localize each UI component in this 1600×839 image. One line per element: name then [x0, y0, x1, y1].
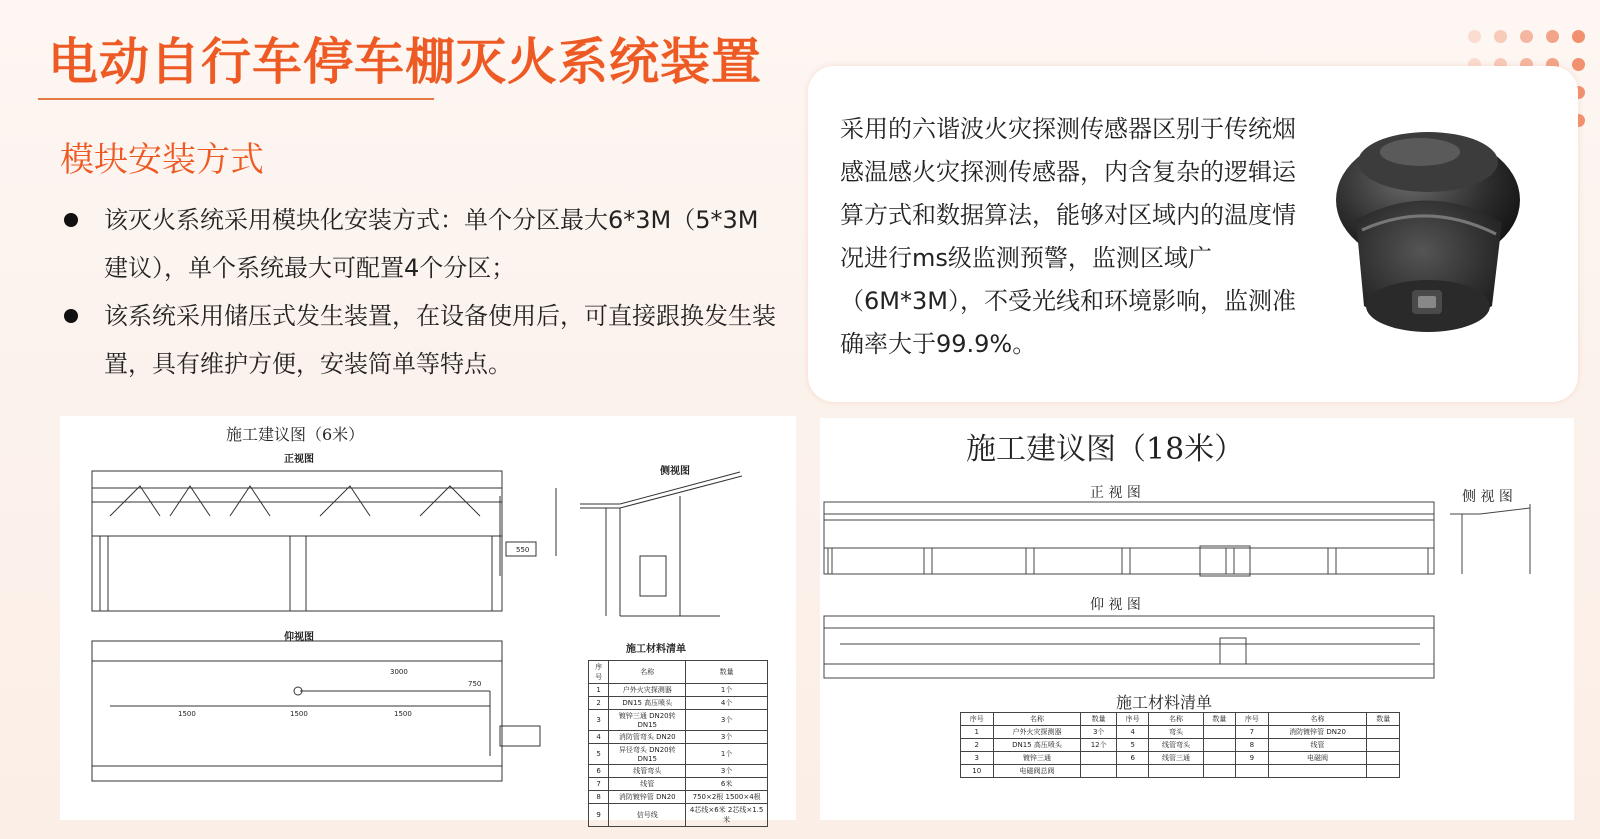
decorative-dot [1572, 30, 1585, 43]
table-cell: 户外火灾探测器 [609, 684, 686, 697]
table-cell [1203, 739, 1236, 752]
table-cell: 异径弯头 DN20转DN15 [609, 744, 686, 765]
section-subtitle: 模块安装方式 [60, 140, 264, 180]
table-cell: 1个 [686, 684, 768, 697]
table-cell [1367, 765, 1400, 778]
table-header-cell: 序号 [589, 661, 609, 684]
table-header-cell: 数量 [1367, 713, 1400, 726]
table-cell: 消防管弯头 DN20 [609, 731, 686, 744]
table-cell [1116, 765, 1149, 778]
table-cell: DN15 高压喷头 [993, 739, 1081, 752]
dim-label: 3000 [390, 668, 408, 676]
table-cell: 1 [961, 726, 994, 739]
table-cell: 5 [1116, 739, 1149, 752]
bullet-list [60, 196, 780, 388]
table-cell: 线管弯头 [1149, 739, 1203, 752]
table-cell: 线管 [1268, 739, 1367, 752]
table-cell: 10 [961, 765, 994, 778]
table-cell [1236, 765, 1269, 778]
sensor-description: 采用的六谐波火灾探测传感器区别于传统烟感温感火灾探测传感器，内含复杂的逻辑运算方式和数据算法，能够对区域内的温度情况进行ms级监测预警，监测区域广（6M*3M），不受光线和环境影响，监测准确率大于99.9%。 [840, 115, 1296, 358]
table-header-cell: 名称 [1268, 713, 1367, 726]
table-cell: 线管弯头 [609, 765, 686, 778]
table-cell: 消防镀锌管 DN20 [609, 791, 686, 804]
table-cell: 2 [961, 739, 994, 752]
table-cell: 电磁阀 [1268, 752, 1367, 765]
table-header-cell: 名称 [993, 713, 1081, 726]
drawing-title: 施工建议图（6米） [226, 425, 365, 444]
table-cell: 信号线 [609, 804, 686, 827]
table-cell: 电磁阀总阀 [993, 765, 1081, 778]
table-cell: 线管 [609, 778, 686, 791]
table-cell: 镀锌三通 DN20转DN15 [609, 710, 686, 731]
table-cell: 弯头 [1149, 726, 1203, 739]
table-row [961, 765, 1400, 778]
table-header-cell: 数量 [1081, 713, 1117, 726]
table-header-cell: 名称 [1149, 713, 1203, 726]
table-row [589, 791, 768, 804]
table-cell [1081, 752, 1117, 765]
table-cell: 镀锌三通 [993, 752, 1081, 765]
front-view-label: 正视图 [284, 454, 314, 465]
front-view-label: 正 视 图 [1090, 485, 1141, 501]
table-cell: 7 [589, 778, 609, 791]
table-cell: 6米 [686, 778, 768, 791]
materials-table-6m [588, 660, 768, 827]
table-cell: 4个 [686, 697, 768, 710]
construction-drawing-6m [60, 416, 796, 824]
table-cell: DN15 高压喷头 [609, 697, 686, 710]
table-cell: 5 [589, 744, 609, 765]
table-cell [1149, 765, 1203, 778]
table-cell: 2 [589, 697, 609, 710]
sensor-info-card [808, 66, 1578, 402]
table-cell: 8 [1236, 739, 1269, 752]
decorative-dot [1494, 30, 1507, 43]
decorative-dot [1572, 58, 1585, 71]
table-cell: 3个 [686, 731, 768, 744]
page-title: 电动自行车停车棚灭火系统装置 [48, 33, 762, 91]
decorative-dot [1520, 30, 1533, 43]
table-row [589, 765, 768, 778]
table-cell: 4芯线×6米 2芯线×1.5米 [686, 804, 768, 827]
table-cell [1367, 739, 1400, 752]
side-view-label: 侧 视 图 [1462, 489, 1513, 505]
table-row [589, 684, 768, 697]
construction-drawing-18m [820, 418, 1574, 820]
dim-label: 750 [468, 680, 482, 688]
dim-label: 1500 [394, 710, 412, 718]
table-cell: 7 [1236, 726, 1269, 739]
decorative-dot [1468, 30, 1481, 43]
table-cell [1203, 726, 1236, 739]
table-row [589, 710, 768, 731]
table-cell: 4 [1116, 726, 1149, 739]
table-header-cell: 序号 [1116, 713, 1149, 726]
table-cell [1081, 765, 1117, 778]
table-cell: 3个 [1081, 726, 1117, 739]
table-cell: 6 [589, 765, 609, 778]
table-cell: 8 [589, 791, 609, 804]
table-cell: 6 [1116, 752, 1149, 765]
table-cell: 线管三通 [1149, 752, 1203, 765]
drawing-title: 施工建议图（18米） [966, 432, 1245, 467]
table-cell [1367, 726, 1400, 739]
table-cell [1268, 765, 1367, 778]
table-cell: 3 [961, 752, 994, 765]
decorative-dot [1546, 30, 1559, 43]
table-cell: 消防镀锌管 DN20 [1268, 726, 1367, 739]
table-row [589, 804, 768, 827]
dim-label: 1500 [178, 710, 196, 718]
table-cell: 4 [589, 731, 609, 744]
materials-title: 施工材料清单 [626, 644, 686, 655]
materials-table-18m [960, 712, 1400, 778]
table-cell: 3个 [686, 710, 768, 731]
table-cell [1367, 752, 1400, 765]
table-cell: 9 [589, 804, 609, 827]
table-header-cell: 序号 [961, 713, 994, 726]
dim-label: 1500 [290, 710, 308, 718]
side-view-label: 侧视图 [660, 466, 690, 477]
table-row [961, 726, 1400, 739]
table-cell: 750×2根 1500×4根 [686, 791, 768, 804]
table-cell [1203, 752, 1236, 765]
table-cell: 3个 [686, 765, 768, 778]
table-header-cell: 序号 [1236, 713, 1269, 726]
bottom-view-label: 仰 视 图 [1090, 597, 1141, 613]
materials-title: 施工材料清单 [1116, 693, 1213, 712]
table-row [589, 778, 768, 791]
bottom-view-label: 仰视图 [284, 632, 314, 643]
table-cell: 3 [589, 710, 609, 731]
dim-label: 550 [516, 546, 530, 554]
table-cell [1203, 765, 1236, 778]
table-cell: 1 [589, 684, 609, 697]
table-cell: 1个 [686, 744, 768, 765]
table-row [589, 697, 768, 710]
table-cell: 户外火灾探测器 [993, 726, 1081, 739]
table-row [589, 744, 768, 765]
table-row [589, 731, 768, 744]
table-cell: 9 [1236, 752, 1269, 765]
table-row [961, 739, 1400, 752]
table-header-cell: 数量 [1203, 713, 1236, 726]
dome-sensor-camera-icon [1316, 110, 1536, 350]
table-cell: 12个 [1081, 739, 1117, 752]
bullet-item: 该系统采用储压式发生装置，在设备使用后，可直接跟换发生装置，具有维护方便，安装简单等特点。 [60, 292, 780, 388]
table-header-cell: 数量 [686, 661, 768, 684]
title-underline [38, 98, 434, 100]
bullet-item: 该灭火系统采用模块化安装方式：单个分区最大6*3M（5*3M建议），单个系统最大可配置4个分区； [60, 196, 780, 292]
table-header-cell: 名称 [609, 661, 686, 684]
table-row [961, 752, 1400, 765]
